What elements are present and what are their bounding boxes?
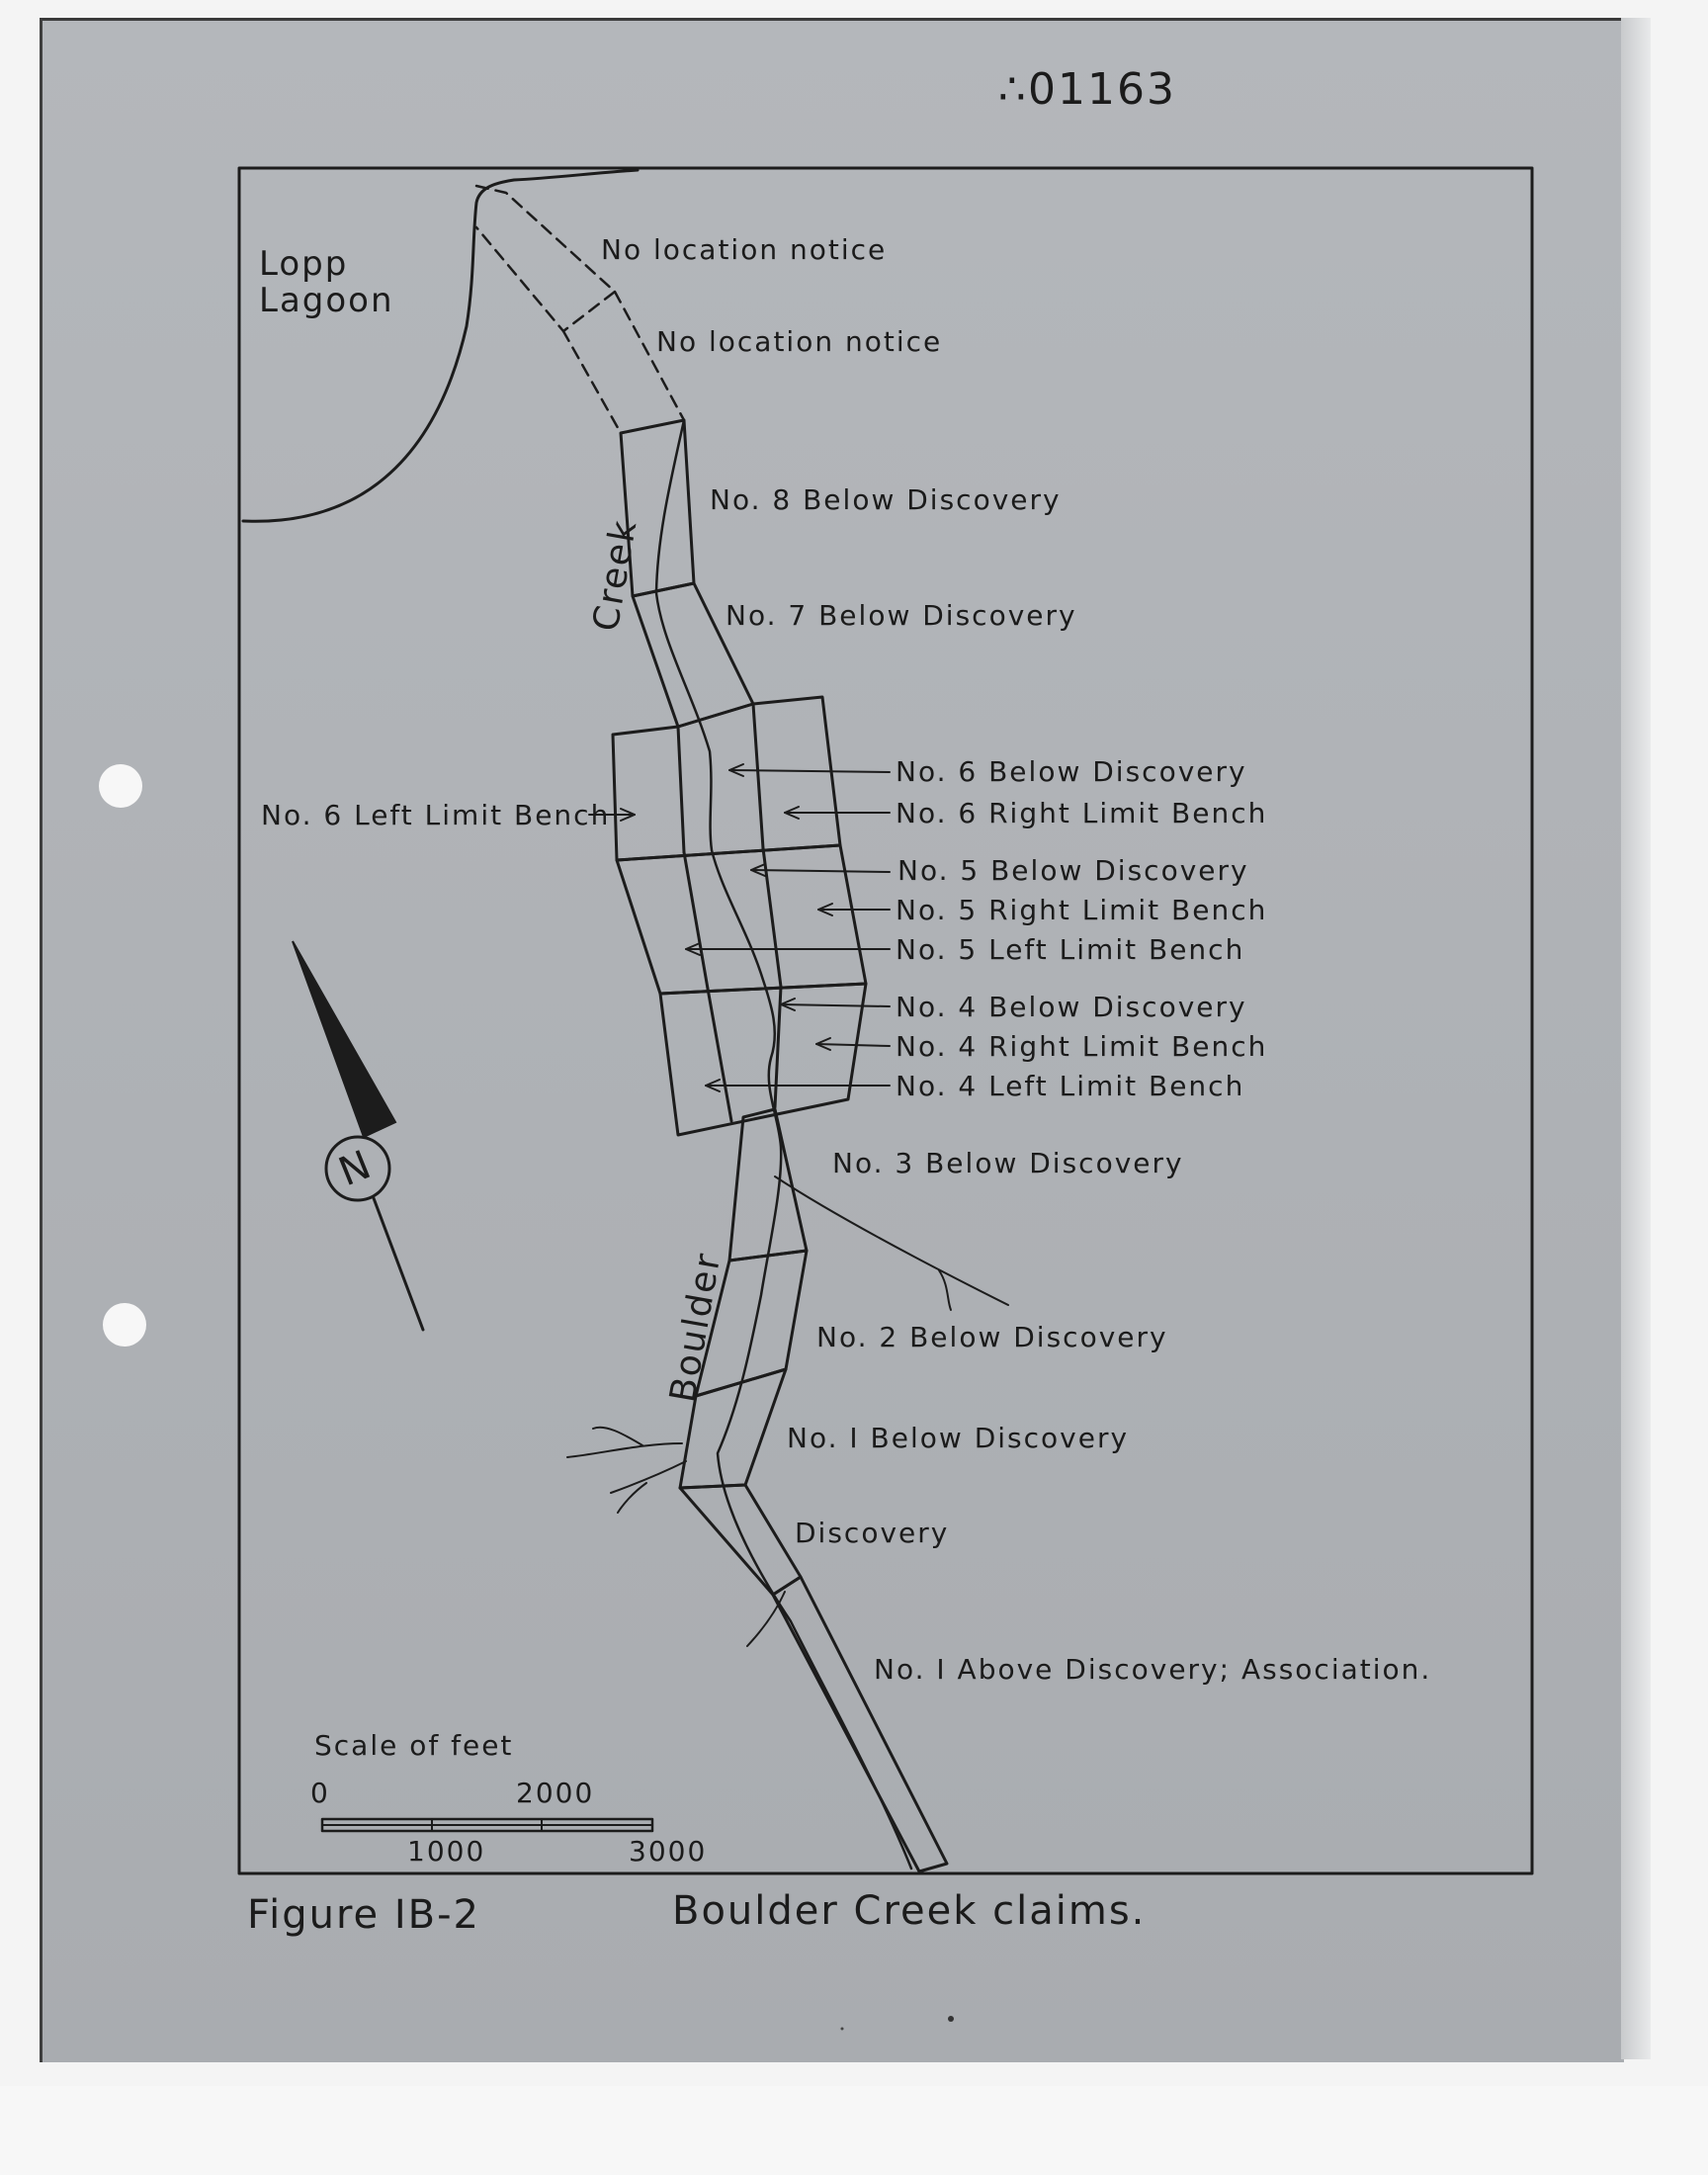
label-no6-right: No. 6 Right Limit Bench: [896, 797, 1268, 829]
figure-number: Figure IB-2: [247, 1892, 480, 1938]
pointer-arrows: [589, 764, 890, 1091]
label-no5-left: No. 5 Left Limit Bench: [896, 933, 1245, 966]
scale-tick-3000: 3000: [629, 1835, 708, 1868]
label-no4-below: No. 4 Below Discovery: [896, 991, 1247, 1023]
unlocated-claims: [476, 186, 684, 433]
creek-label: Creek: [585, 515, 645, 635]
label-no5-below: No. 5 Below Discovery: [897, 854, 1249, 887]
label-no1-above: No. I Above Discovery; Association.: [874, 1653, 1432, 1686]
document-number: ∴01163: [998, 64, 1176, 115]
label-no8-below: No. 8 Below Discovery: [710, 483, 1062, 516]
label-no2-below: No. 2 Below Discovery: [816, 1321, 1168, 1353]
tributaries: [567, 1176, 1008, 1646]
label-no6-left: No. 6 Left Limit Bench: [261, 799, 611, 831]
north-arrow-pointer: [293, 941, 395, 1137]
label-no6-below: No. 6 Below Discovery: [896, 755, 1247, 788]
north-arrow-letter: N: [332, 1141, 380, 1196]
lagoon-label: [259, 244, 394, 320]
scan-speck: [841, 2028, 844, 2031]
lagoon-shoreline: [243, 170, 638, 521]
north-arrow-shaft: [374, 1198, 423, 1330]
scan-speck: [948, 2016, 954, 2022]
lagoon-label-line1: Lopp: [259, 244, 349, 284]
label-discovery: Discovery: [795, 1517, 950, 1549]
label-no1-below: No. I Below Discovery: [787, 1422, 1130, 1454]
scale-tick-1000: 1000: [407, 1835, 486, 1868]
scale-bar: [310, 1729, 707, 1868]
label-no4-left: No. 4 Left Limit Bench: [896, 1070, 1245, 1102]
scale-tick-2000: 2000: [516, 1777, 595, 1809]
north-arrow-icon: [293, 941, 423, 1330]
binder-hole-top: [99, 764, 142, 808]
figure-title: Boulder Creek claims.: [672, 1888, 1147, 1934]
arrow-no6-below: [729, 770, 890, 772]
label-no3-below: No. 3 Below Discovery: [832, 1147, 1184, 1179]
arrow-no5-below: [751, 870, 890, 872]
claim-labels: [261, 233, 1431, 1686]
arrow-no4-below: [781, 1004, 890, 1006]
scale-title: Scale of feet: [314, 1729, 514, 1762]
label-no-location-1: No location notice: [601, 233, 888, 266]
map-frame: [239, 168, 1532, 1873]
label-no7-below: No. 7 Below Discovery: [726, 599, 1077, 632]
scale-tick-0: 0: [310, 1777, 330, 1809]
lagoon-label-line2: Lagoon: [259, 281, 394, 320]
binder-hole-bottom: [103, 1303, 146, 1347]
label-no-location-2: No location notice: [656, 325, 943, 358]
boulder-label: Boulder: [662, 1249, 729, 1406]
label-no5-right: No. 5 Right Limit Bench: [896, 894, 1268, 926]
arrow-no4-right: [816, 1044, 890, 1046]
label-no4-right: No. 4 Right Limit Bench: [896, 1030, 1268, 1063]
